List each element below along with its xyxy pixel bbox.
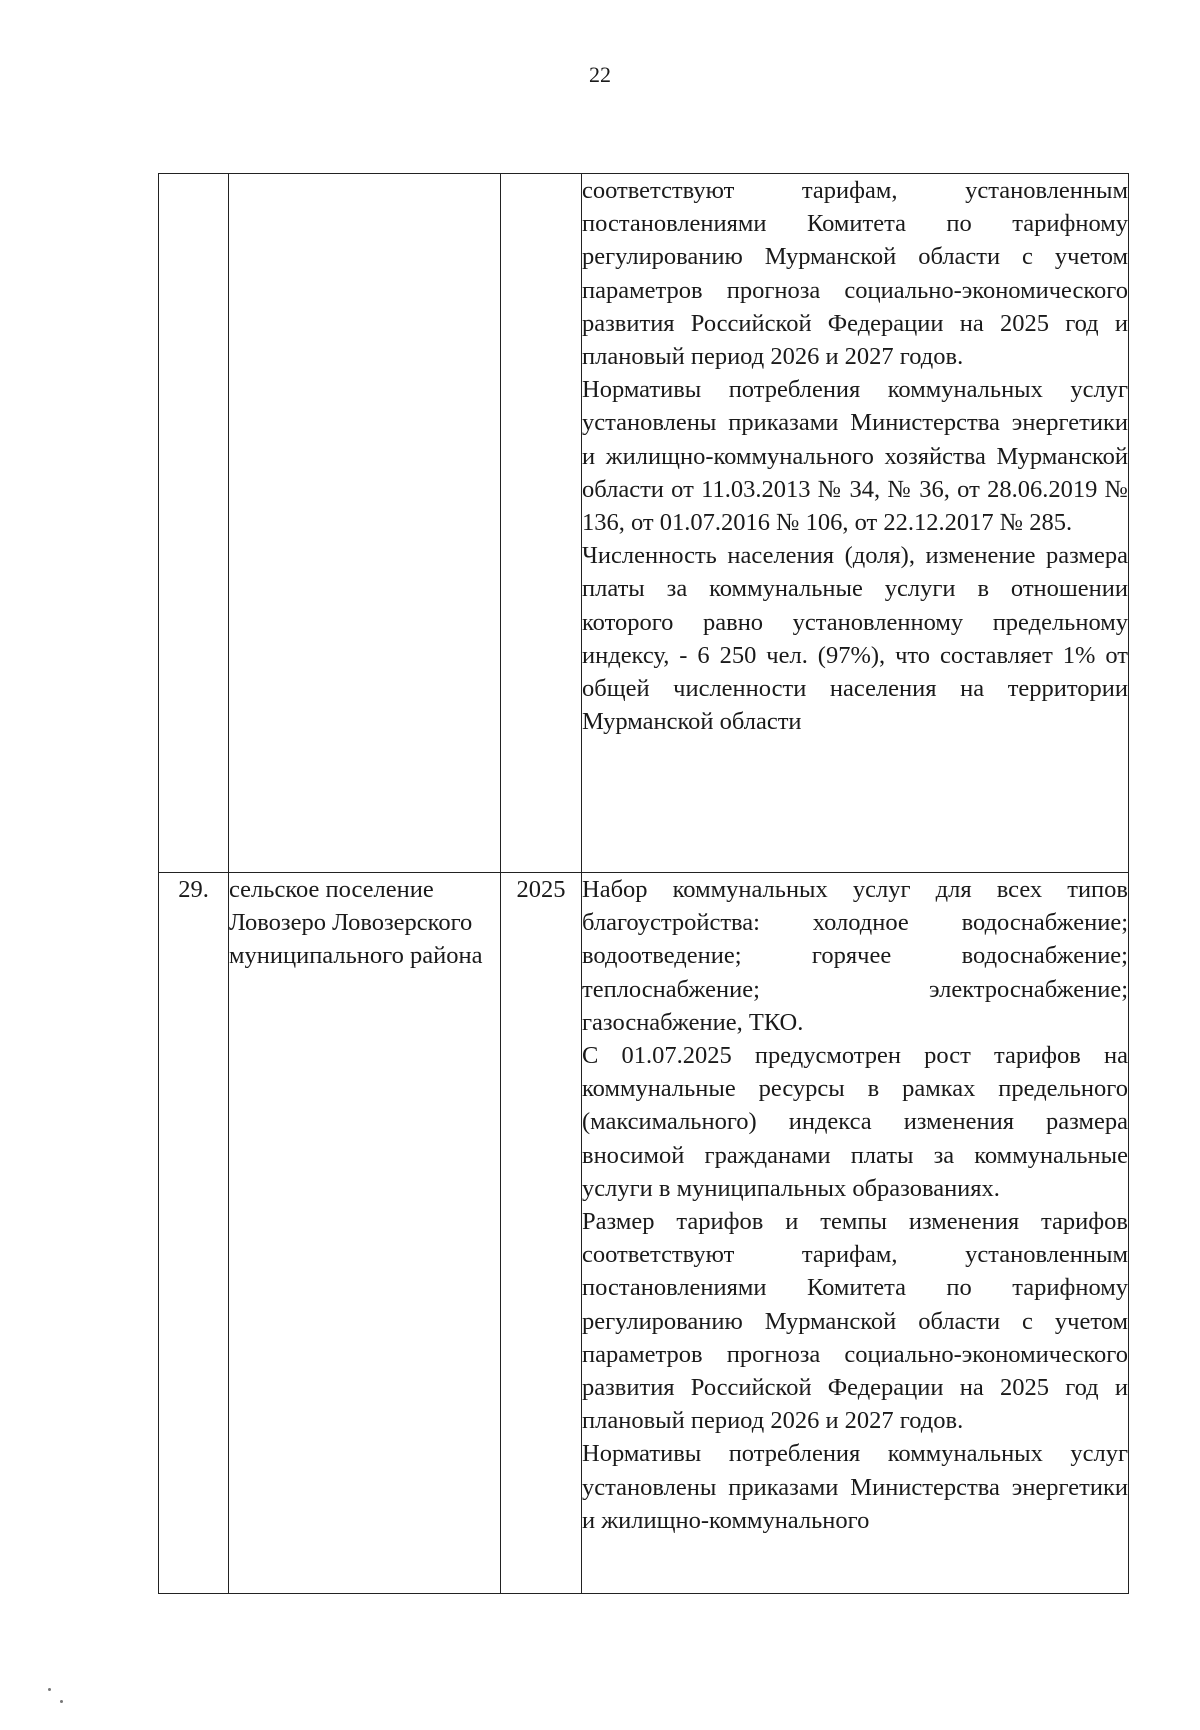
year-cell bbox=[501, 174, 582, 873]
description-paragraph: Набор коммунальных услуг для всех типов благоустройства: холодное водоснабжение; водоотведение; горячее водоснабжение; теплоснабжение; электроснабжение; газоснабжение, ТКО. bbox=[582, 876, 1128, 1036]
tariff-table bbox=[158, 173, 1129, 1594]
description-paragraph: Численность населения (доля), изменение размера платы за коммунальные услуги в отношении которого равно установленному предельному индексу, - 6 250 чел. (97%), что составляет 1% от общей численности населения на территории Мурманской области bbox=[582, 542, 1128, 736]
table-row bbox=[159, 873, 1129, 1594]
page-number: 22 bbox=[589, 62, 611, 87]
row-number-cell: 29. bbox=[159, 873, 229, 1594]
municipality-cell: сельское поселение Ловозеро Ловозерского муниципального района bbox=[229, 873, 501, 1594]
row-number-cell bbox=[159, 174, 229, 873]
year-cell: 2025 bbox=[501, 873, 582, 1594]
municipality-cell bbox=[229, 174, 501, 873]
description-paragraph: С 01.07.2025 предусмотрен рост тарифов на коммунальные ресурсы в рамках предельного (максимального) индекса изменения размера вносимой гражданами платы за коммунальные услуги в муниципальных образованиях. bbox=[582, 1042, 1128, 1202]
scan-speck bbox=[60, 1700, 63, 1703]
description-cell bbox=[582, 174, 1129, 873]
description-paragraph: Нормативы потребления коммунальных услуг установлены приказами Министерства энергетики и жилищно-коммунального хозяйства Мурманской области от 11.03.2013 № 34, № 36, от 28.06.2019 № 136, от 01.07.2016 № 106, от 22.12.2017 № 285. bbox=[582, 376, 1128, 537]
table-row bbox=[159, 174, 1129, 873]
description-cell bbox=[582, 873, 1129, 1594]
description-paragraph: Нормативы потребления коммунальных услуг установлены приказами Министерства энергетики и жилищно-коммунального bbox=[582, 1440, 1128, 1534]
description-paragraph: соответствуют тарифам, установленным постановлениями Комитета по тарифному регулированию Мурманской области с учетом параметров прогноза социально-экономического развития Российской Федерации на 2025 год и плановый период 2026 и 2027 годов. bbox=[582, 177, 1128, 371]
description-paragraph: Размер тарифов и темпы изменения тарифов соответствуют тарифам, установленным постановлениями Комитета по тарифному регулированию Мурманской области с учетом параметров прогноза социально-экономического развития Российской Федерации на 2025 год и плановый период 2026 и 2027 годов. bbox=[582, 1208, 1128, 1435]
scan-speck bbox=[48, 1688, 51, 1691]
